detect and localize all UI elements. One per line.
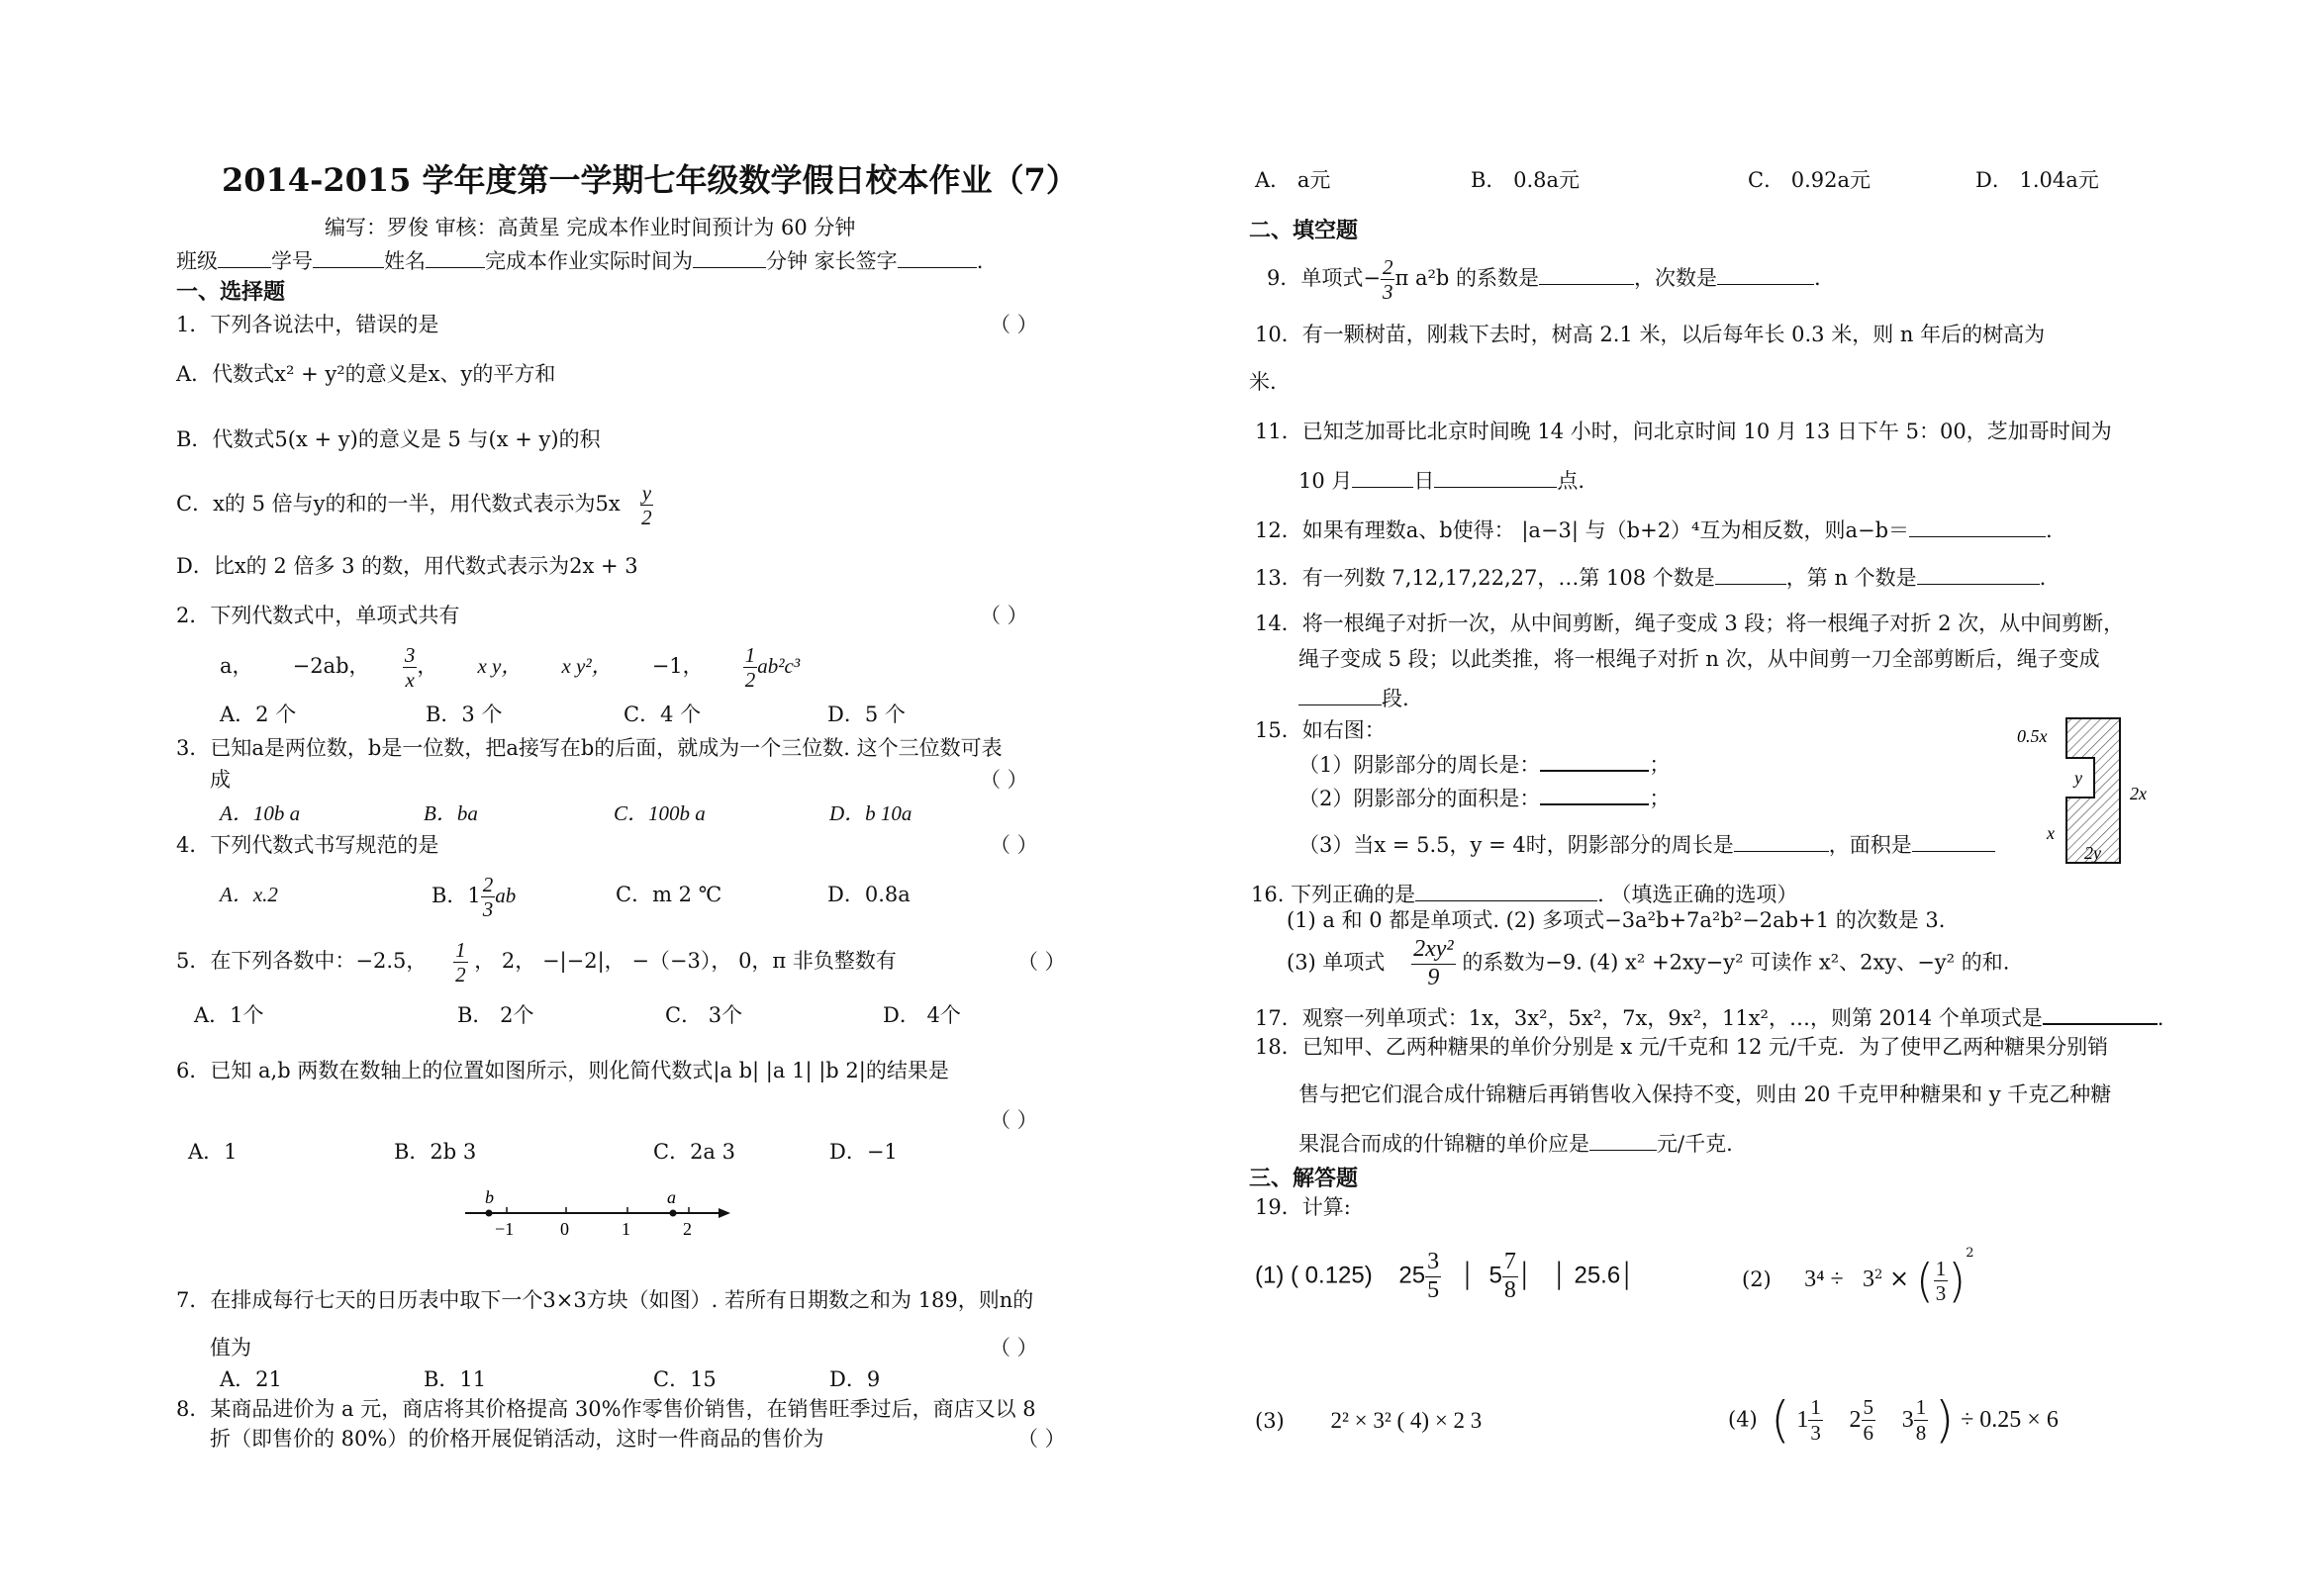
expr-term: 2² × 3² ( 4) × 2 3 (1330, 1408, 1483, 1433)
q9-end: . (1814, 266, 1821, 291)
semicolon: ； (1649, 787, 1671, 810)
expr-fraction (1862, 1395, 1876, 1444)
frac-num: 2 (482, 873, 494, 896)
q15-area-blank[interactable] (1540, 786, 1649, 805)
frac-num: 1 (455, 938, 466, 962)
frac-den: 8 (1915, 1420, 1927, 1445)
q4-option-d: D．0.8a (827, 883, 911, 906)
frac-den: 3 (482, 897, 494, 922)
class-field[interactable] (218, 249, 271, 268)
q17-blank[interactable] (2043, 1005, 2158, 1025)
info-end: . (976, 249, 984, 273)
q1-option-b: B．代数式5(x + y)的意义是 5 与(x + y)的积 (176, 427, 601, 451)
expr-exponent: 2 (1874, 1267, 1883, 1282)
q6-answer-paren[interactable]: （ ） (990, 1108, 1038, 1132)
q7-line2: 值为 (210, 1336, 251, 1360)
expr-fraction (1502, 1249, 1518, 1304)
q14-line3-text: 段. (1382, 687, 1409, 710)
fig-label: y (2074, 768, 2082, 788)
q5-answer-paren[interactable]: （ ） (1017, 950, 1066, 974)
q9-mid: ，次数是 (1634, 266, 1718, 291)
q2-option-c: C．4 个 (624, 703, 702, 726)
q18-blank[interactable] (1589, 1132, 1657, 1151)
tick-label: −1 (495, 1219, 515, 1239)
expr-term: ( 0.125) (1291, 1262, 1373, 1289)
q12-end: . (2046, 518, 2053, 542)
q13 (1255, 566, 2046, 589)
q13-text: 13．有一列数 7,12,17,22,27，…第 108 个数是 (1255, 566, 1715, 590)
q1-answer-paren[interactable]: （ ） (990, 313, 1038, 336)
q16-blank[interactable] (1415, 883, 1597, 901)
fig-label: 2y (2084, 843, 2101, 863)
fig-label: x (2047, 823, 2055, 843)
q4-option-b (432, 873, 516, 921)
q5-option-d: D． 4个 (883, 1003, 961, 1027)
name-label: 姓名 (384, 249, 426, 273)
minutes-label: 分钟 (766, 249, 808, 273)
frac-den: 3 (1810, 1420, 1821, 1445)
q16-s3-pre: (3) 单项式 (1287, 950, 1386, 975)
q19-expr-2 (1742, 1246, 1974, 1308)
q2-option-d: D．5 个 (827, 703, 906, 726)
paren-right: ) (1934, 1391, 1955, 1449)
frac-den: 3 (1935, 1281, 1947, 1305)
page-title: 2014-2015 学年度第一学期七年级数学假日校本作业（7） (222, 161, 1078, 199)
term-fraction (403, 643, 418, 692)
q4-stem: 4．下列代数式书写规范的是 (176, 833, 439, 857)
q3-line2: 成 (210, 768, 231, 792)
point-a (670, 1210, 677, 1217)
q13-mid: ，第 n 个数是 (1785, 566, 1917, 590)
q5-post: ， 2， −|−2|， −（−3）， 0，π 非负整数有 (474, 949, 897, 974)
q16-statements-1-2: (1) a 和 0 都是单项式. (2) 多项式−3a²b+7a²b²−2ab+1 的次数是 3. (1287, 908, 1946, 932)
expr-fraction (1425, 1249, 1441, 1304)
q12-blank[interactable] (1909, 518, 2046, 537)
q16-statements-3-4 (1287, 936, 2009, 991)
expr-operator: × (1889, 1265, 1910, 1292)
q14-blank[interactable] (1298, 687, 1382, 705)
q15-part1 (1298, 752, 1670, 776)
shaded-region (2066, 718, 2120, 863)
fig-label: 0.5x (2017, 726, 2048, 746)
term: x y²， (561, 654, 613, 679)
q1-option-c-text: C．x的 5 倍与y的和的一半，用代数式表示为5x (176, 492, 621, 516)
point-b-label: b (485, 1187, 494, 1207)
q14-line2: 绳子变成 5 段；以此类推，将一根绳子对折 n 次，从中间剪一刀全部剪断后，绳子变成 (1298, 647, 2100, 671)
q1-option-c (176, 481, 653, 529)
q15-stem: 15．如右图： (1255, 718, 1386, 742)
expr-term: 2 (1849, 1407, 1862, 1433)
q5-option-c: C． 3个 (665, 1003, 743, 1027)
q9-fraction (1381, 255, 1395, 304)
q3-answer-paren[interactable]: （ ） (980, 768, 1028, 792)
point-a-label: a (667, 1187, 676, 1207)
paren-right: ) (1948, 1254, 1967, 1308)
time-field[interactable] (693, 249, 766, 268)
q6-option-d: D．−1 (829, 1140, 898, 1164)
q8-answer-paren[interactable]: （ ） (1017, 1427, 1066, 1451)
q5-pre: 5．在下列各数中：−2.5， (176, 949, 428, 974)
section-solve: 三、解答题 (1249, 1166, 1359, 1191)
q5-stem (176, 938, 897, 986)
q7-option-c: C．15 (653, 1367, 717, 1391)
q17-end: . (2157, 1006, 2164, 1030)
q19-expr-4 (1728, 1391, 2059, 1449)
q15-p3b-text: ，面积是 (1828, 833, 1912, 857)
q3-option-a: A．10b a (220, 801, 301, 825)
q15-area-value-blank[interactable] (1912, 833, 1995, 852)
q8-line2: 折（即售价的 80%）的价格开展促销活动，这时一件商品的售价为 (210, 1427, 824, 1451)
q9-pre: 9．单项式− (1267, 266, 1381, 291)
q11-hour-blank[interactable] (1434, 469, 1557, 488)
frac-num: 7 (1502, 1249, 1518, 1277)
expr-fraction (1914, 1395, 1929, 1444)
expr-fraction (1808, 1395, 1823, 1444)
class-label: 班级 (176, 249, 218, 273)
time-label: 完成本作业实际时间为 (485, 249, 693, 273)
tick-label: 1 (622, 1219, 630, 1239)
q11-pre: 10 月 (1298, 469, 1353, 493)
q15-part2 (1298, 786, 1670, 809)
q18-line2: 售与把它们混合成什锦糖后再销售收入保持不变，则由 20 千克甲种糖果和 y 千克乙种糖 (1298, 1082, 2112, 1106)
q6-option-c: C．2a 3 (653, 1140, 735, 1164)
q18-line1: 18．已知甲、乙两种糖果的单价分别是 x 元/千克和 12 元/千克．为了使甲乙两种糖果分别销 (1255, 1035, 2109, 1059)
q5-option-b: B． 2个 (457, 1003, 534, 1027)
expr-term: 1 (1796, 1407, 1809, 1433)
q19-expr-3 (1255, 1409, 1482, 1432)
q18-line3-text: 果混合而成的什锦糖的单价应是 (1298, 1132, 1589, 1156)
q4-answer-paren[interactable]: （ ） (990, 833, 1038, 857)
expr-label: (1) (1255, 1262, 1285, 1289)
q16-stem (1251, 883, 1797, 905)
q8-option-b: B． 0.8a元 (1471, 168, 1581, 192)
q19-expr-1: (1) ( 0.125) 25 $\frac{3}{5}$ │ 5 $\frac{7}{8}$ │ │ 25.6│ (1255, 1249, 1636, 1303)
q10-line2: 米. (1249, 370, 1277, 394)
q14-line3 (1298, 687, 1409, 709)
q13-blank-2[interactable] (1917, 566, 2040, 585)
expr-exponent: 2 (1966, 1246, 1974, 1261)
expr-label: (4) (1728, 1407, 1758, 1432)
q13-blank-1[interactable] (1715, 566, 1786, 585)
frac-den: 2 (455, 963, 466, 987)
q15-p2-text: （2）阴影部分的面积是： (1298, 787, 1541, 810)
point-b (486, 1210, 493, 1217)
q15-p3-text: （3）当x = 5.5，y = 4时，阴影部分的周长是 (1298, 833, 1734, 857)
q18-line3-end: 元/千克. (1657, 1132, 1733, 1156)
option-b-pre: B．1 (432, 884, 481, 908)
q13-end: . (2039, 566, 2047, 590)
q7-answer-paren[interactable]: （ ） (990, 1336, 1038, 1360)
q15-shaded-figure (1999, 712, 2158, 871)
option-b-after: ab (495, 884, 517, 908)
q6-option-b: B．2b 3 (394, 1140, 477, 1164)
frac-num: 3 (404, 643, 416, 667)
expr-term: 3⁴ ÷ (1804, 1267, 1850, 1292)
expr-fraction (1934, 1257, 1949, 1305)
q10-line1: 10．有一颗树苗，刚栽下去时，树高 2.1 米，以后每年长 0.3 米，则 n 年后的树高为 (1255, 323, 2046, 346)
sign-label: 家长签字 (814, 249, 898, 273)
expr-term: 3 (1901, 1407, 1914, 1433)
q8-line1: 8．某商品进价为 a 元，商店将其价格提高 30%作零售价销售，在销售旺季过后，商店又以 8 (176, 1397, 1036, 1421)
frac-den: 5 (1427, 1276, 1440, 1303)
q15-part3 (1298, 833, 1995, 856)
number-line-figure (455, 1181, 742, 1243)
number-field[interactable] (313, 249, 384, 268)
q2-stem: 2．下列代数式中，单项式共有 (176, 604, 460, 627)
meta-line: 编写：罗俊 审核：高黄星 完成本作业时间预计为 60 分钟 (325, 216, 856, 239)
q3-option-b: B．ba (424, 801, 478, 825)
term: a， (220, 654, 253, 679)
q5-fraction (453, 938, 468, 986)
q3-line1: 3．已知a是两位数，b是一位数，把a接写在b的后面，就成为一个三位数. 这个三位数可表 (176, 736, 1003, 760)
expr-term: 3 (1863, 1267, 1875, 1292)
q1-fraction (640, 481, 653, 529)
q3-option-d: D．b 10a (829, 801, 912, 825)
q1-option-a: A．代数式x² + y²的意义是x、y的平方和 (176, 362, 556, 386)
q15-p1-text: （1）阴影部分的周长是： (1298, 753, 1541, 777)
q14-line1: 14．将一根绳子对折一次，从中间剪断，绳子变成 3 段；将一根绳子对折 2 次，从中间剪断， (1255, 611, 2125, 635)
q2-option-a: A．2 个 (220, 703, 297, 726)
q2-option-b: B．3 个 (426, 703, 503, 726)
term: −2ab， (292, 654, 370, 679)
q11-end: 点. (1557, 469, 1585, 493)
q8-option-a: A． a元 (1255, 168, 1331, 192)
q9 (1267, 255, 1821, 304)
section-fill: 二、填空题 (1249, 218, 1359, 243)
q6-stem: 6．已知 a,b 两数在数轴上的位置如图所示，则化简代数式|a b| |a 1| |b 2|的结果是 (176, 1059, 949, 1082)
frac-num: 2xy² (1411, 936, 1456, 965)
expr-term: 25.6 (1574, 1262, 1621, 1289)
frac-den: 2 (744, 668, 756, 693)
semicolon: ； (1649, 753, 1671, 777)
q12-text: 12．如果有理数a、b使得： |a−3| 与（b+2）⁴互为相反数，则a−b＝ (1255, 518, 1910, 542)
frac-num: 3 (1425, 1249, 1441, 1277)
q8-option-c: C． 0.92a元 (1748, 168, 1872, 192)
frac-den: 6 (1863, 1420, 1874, 1445)
q4-option-c: C．m 2 ℃ (616, 883, 722, 906)
q9-coef-blank[interactable] (1539, 266, 1634, 285)
frac-num: 2 (1382, 255, 1393, 279)
q15-perimeter-blank[interactable] (1540, 752, 1649, 772)
q15-perimeter-value-blank[interactable] (1734, 833, 1829, 852)
q17 (1255, 1005, 2163, 1029)
frac-num: 1 (1935, 1256, 1947, 1280)
axis-arrow (719, 1208, 730, 1218)
frac-den: 9 (1427, 964, 1440, 990)
q7-option-b: B．11 (424, 1367, 487, 1391)
student-info (176, 249, 983, 272)
paren-left: ( (1771, 1391, 1790, 1449)
sign-field[interactable] (898, 249, 977, 268)
frac-num: y (641, 481, 652, 505)
q11-line1: 11．已知芝加哥比北京时间晚 14 小时，问北京时间 10 月 13 日下午 5：00，芝加哥时间为 (1255, 420, 2112, 443)
frac-num: 1 (744, 643, 756, 667)
q4-option-a: A．x.2 (220, 883, 278, 906)
q11-day-blank[interactable] (1352, 469, 1413, 488)
q3-option-c: C．100b a (614, 801, 706, 825)
q19-stem: 19．计算: (1255, 1195, 1351, 1219)
term-fraction (743, 643, 758, 692)
q18-line3 (1298, 1132, 1733, 1155)
fig-label: 2x (2130, 784, 2147, 803)
expr-label: (2) (1742, 1267, 1772, 1291)
q7-option-d: D．9 (829, 1367, 881, 1391)
tick-label: 0 (560, 1219, 569, 1239)
frac-den: x (405, 668, 415, 693)
q11-line2 (1298, 469, 1584, 492)
term: x y， (477, 654, 523, 679)
q17-text: 17．观察一列单项式：1x，3x²，5x²，7x，9x²，11x²，…，则第 2014 个单项式是 (1255, 1006, 2043, 1030)
q9-degree-blank[interactable] (1717, 266, 1814, 285)
q1-option-d: D．比x的 2 倍多 3 的数，用代数式表示为2x + 3 (176, 554, 638, 578)
expr-label: (3) (1255, 1409, 1285, 1433)
frac-den: 3 (1382, 280, 1393, 305)
q6-option-a: A．1 (188, 1140, 238, 1164)
q2-terms: a， −2ab， $\frac{3}{x}$ ， x y， x y²， −1， $\frac{1}{2}$ ab²c³ (220, 643, 801, 693)
frac-num: 5 (1863, 1395, 1874, 1420)
q9-post: π a²b 的系数是 (1394, 266, 1540, 291)
expr-term: ÷ 0.25 × 6 (1961, 1407, 2059, 1433)
q8-option-d: D． 1.04a元 (1975, 168, 2099, 192)
q16-tail: . （填选正确的选项） (1597, 883, 1798, 906)
tick-label: 2 (683, 1219, 692, 1239)
q16-fraction (1411, 936, 1456, 991)
q7-line1: 7．在排成每行七天的日历表中取下一个3×3方块（如图）. 若所有日期数之和为 189，则n的 (176, 1288, 1034, 1312)
q7-option-a: A．21 (220, 1367, 282, 1391)
section-choice: 一、选择题 (176, 279, 286, 305)
frac-num: 1 (1810, 1395, 1821, 1420)
frac-den: 8 (1503, 1276, 1516, 1303)
q4-fraction (481, 873, 496, 921)
term: −1， (651, 654, 704, 679)
q16-s3-post: 的系数为−9. (4) x² +2xy−y² 可读作 x²、2xy、−y² 的和. (1462, 950, 2010, 975)
q1-stem: 1．下列各说法中，错误的是 (176, 313, 439, 336)
q5-option-a: A．1个 (194, 1003, 264, 1027)
q12 (1255, 518, 2053, 541)
expr-term: 25 (1398, 1262, 1426, 1289)
name-field[interactable] (426, 249, 485, 268)
frac-den: 2 (641, 506, 652, 530)
term: ab²c³ (757, 654, 801, 679)
number-label: 学号 (271, 249, 313, 273)
frac-num: 1 (1915, 1395, 1927, 1420)
q16-stem-text: 16. 下列正确的是 (1251, 883, 1416, 906)
q2-answer-paren[interactable]: （ ） (980, 604, 1028, 627)
expr-term: 5 (1488, 1262, 1502, 1289)
paren-left: ( (1915, 1254, 1934, 1308)
q11-mid: 日 (1413, 469, 1435, 493)
